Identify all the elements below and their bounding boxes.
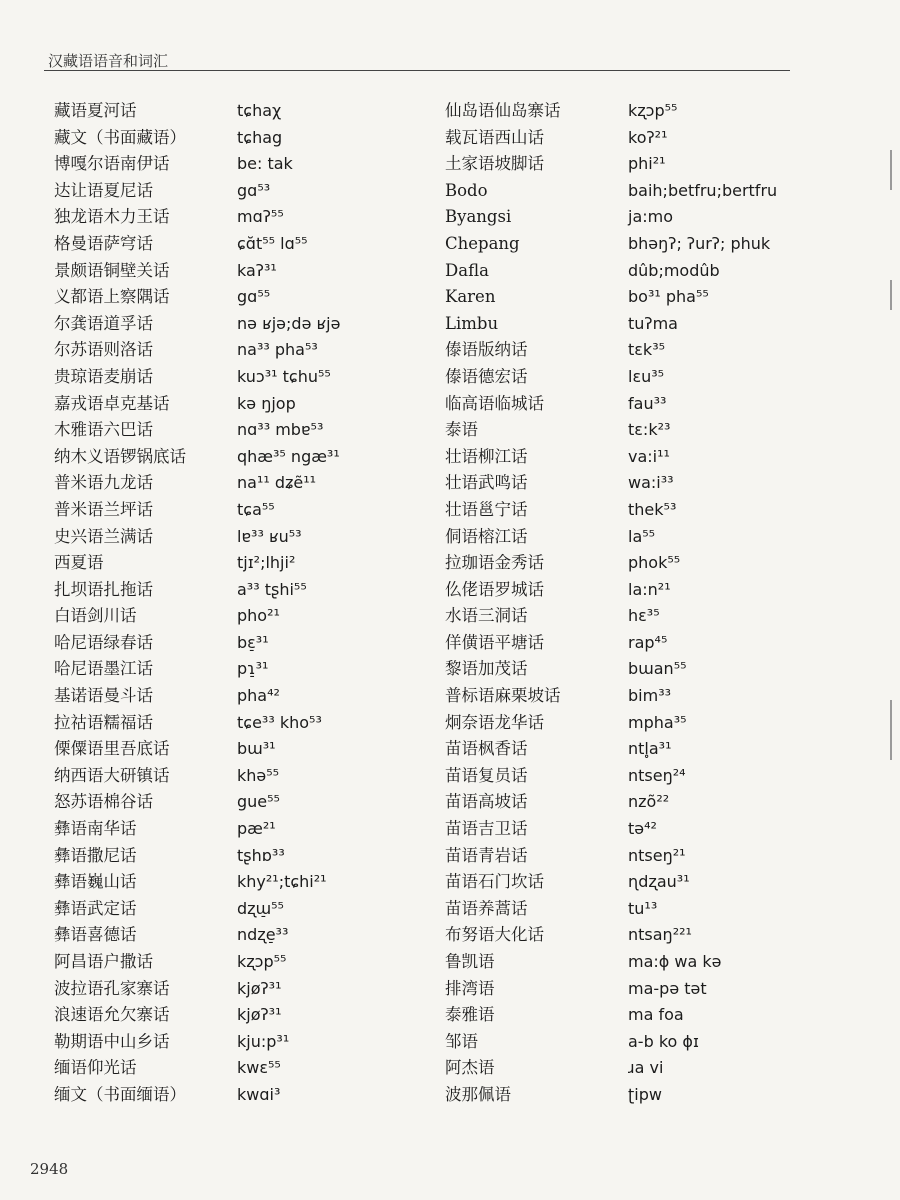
language-name: 彝语喜德话 bbox=[54, 925, 137, 945]
word-form: ɕɑ̆t⁵⁵ lɑ⁵⁵ bbox=[237, 233, 308, 253]
word-form: ntsaŋ²²¹ bbox=[628, 925, 692, 945]
word-form: tɛ:k²³ bbox=[628, 420, 671, 440]
language-name: 达让语夏尼话 bbox=[54, 180, 153, 200]
word-form: a-b ko ɸɪ bbox=[628, 1031, 699, 1051]
word-entry-row bbox=[445, 178, 790, 205]
word-form: kuɔ³¹ tɕhu⁵⁵ bbox=[237, 366, 331, 386]
language-name: 苗语青岩话 bbox=[445, 845, 528, 865]
language-name: 炯奈语龙华话 bbox=[445, 712, 544, 732]
word-entry-row bbox=[54, 444, 424, 471]
word-form: ɹa vi bbox=[628, 1058, 664, 1078]
word-entry-row bbox=[445, 1002, 790, 1029]
word-entry-row bbox=[54, 763, 424, 790]
word-form: pha⁴² bbox=[237, 686, 280, 706]
language-name: 水语三洞话 bbox=[445, 606, 528, 626]
word-entry-row bbox=[445, 763, 790, 790]
word-form: lɐ³³ ʁu⁵³ bbox=[237, 526, 302, 546]
word-entry-row bbox=[445, 869, 790, 896]
word-form: pɿ̠³¹ bbox=[237, 659, 269, 679]
word-form: ʈipw bbox=[628, 1084, 662, 1104]
language-name: 扎坝语扎拖话 bbox=[54, 579, 153, 599]
word-entry-row bbox=[54, 284, 424, 311]
word-form: khə⁵⁵ bbox=[237, 765, 280, 785]
language-name: 排湾语 bbox=[445, 978, 495, 998]
page-edge-mark bbox=[890, 150, 892, 190]
page-edge-mark bbox=[890, 280, 892, 310]
word-entry-row bbox=[54, 231, 424, 258]
word-entry-row bbox=[445, 603, 790, 630]
word-entry-row bbox=[445, 497, 790, 524]
word-form: va:i¹¹ bbox=[628, 446, 670, 466]
word-entry-row bbox=[445, 1029, 790, 1056]
language-name: 苗语吉卫话 bbox=[445, 819, 528, 839]
language-name: 彝语撒尼话 bbox=[54, 845, 137, 865]
word-form: be: tak bbox=[237, 154, 293, 174]
language-name: 拉珈语金秀话 bbox=[445, 553, 544, 573]
word-form: bɛ̠³¹ bbox=[237, 632, 269, 652]
word-entry-row bbox=[54, 922, 424, 949]
word-form: rap⁴⁵ bbox=[628, 632, 668, 652]
word-entry-row bbox=[54, 1002, 424, 1029]
language-name: 尔苏语则洛话 bbox=[54, 340, 153, 360]
word-form: mɑʔ⁵⁵ bbox=[237, 207, 284, 227]
language-name: 尔龚语道孚话 bbox=[54, 313, 153, 333]
word-entry-row bbox=[54, 710, 424, 737]
word-form: ɳdʐau³¹ bbox=[628, 872, 690, 892]
word-entry-row bbox=[445, 736, 790, 763]
word-entry-row bbox=[54, 949, 424, 976]
word-entry-row bbox=[445, 816, 790, 843]
word-form: gue⁵⁵ bbox=[237, 792, 280, 812]
language-name: 彝语南华话 bbox=[54, 819, 137, 839]
word-form: la:n²¹ bbox=[628, 579, 671, 599]
word-entry-row bbox=[54, 391, 424, 418]
language-name: 邹语 bbox=[445, 1031, 478, 1051]
page-edge-mark bbox=[890, 700, 892, 760]
word-form: kjøʔ³¹ bbox=[237, 1005, 282, 1025]
word-form: pho²¹ bbox=[237, 606, 280, 626]
word-form: na³³ pha⁵³ bbox=[237, 340, 318, 360]
word-form: bɯan⁵⁵ bbox=[628, 659, 687, 679]
word-form: gɑ⁵⁵ bbox=[237, 287, 271, 307]
language-name: 苗语复员话 bbox=[445, 765, 528, 785]
word-entry-row bbox=[445, 896, 790, 923]
language-name: 纳木义语锣锅底话 bbox=[54, 446, 186, 466]
word-entry-row bbox=[445, 710, 790, 737]
word-entry-row bbox=[445, 843, 790, 870]
language-name: 藏文（书面藏语） bbox=[54, 127, 186, 147]
word-form: dʐɯ̠⁵⁵ bbox=[237, 898, 284, 918]
language-name: 普米语兰坪话 bbox=[54, 499, 153, 519]
word-entry-row bbox=[445, 231, 790, 258]
word-entry-row bbox=[54, 736, 424, 763]
language-name: 波拉语孔家寨话 bbox=[54, 978, 170, 998]
language-name: 格曼语萨穹话 bbox=[54, 233, 153, 253]
language-name: 纳西语大研镇话 bbox=[54, 765, 170, 785]
word-entry-row bbox=[445, 151, 790, 178]
word-entry-row bbox=[54, 896, 424, 923]
language-name: 苗语石门坎话 bbox=[445, 872, 544, 892]
language-name: 壮语武鸣话 bbox=[445, 473, 528, 493]
word-form: ntseŋ²¹ bbox=[628, 845, 686, 865]
word-form: thek⁵³ bbox=[628, 499, 677, 519]
language-name: 怒苏语棉谷话 bbox=[54, 792, 153, 812]
language-name: 西夏语 bbox=[54, 553, 104, 573]
language-name: 傣语版纳话 bbox=[445, 340, 528, 360]
word-form: bim³³ bbox=[628, 686, 672, 706]
word-form: kʐɔp⁵⁵ bbox=[237, 952, 287, 971]
word-form: koʔ²¹ bbox=[628, 127, 668, 147]
language-name: 泰语 bbox=[445, 420, 478, 440]
word-form: bɯ³¹ bbox=[237, 739, 276, 759]
word-entry-row bbox=[445, 922, 790, 949]
word-entry-row bbox=[445, 683, 790, 710]
word-entry-row bbox=[445, 630, 790, 657]
language-name: 土家语坡脚话 bbox=[445, 154, 544, 174]
language-name: 博嘎尔语南伊话 bbox=[54, 154, 170, 174]
word-entry-row bbox=[445, 364, 790, 391]
word-form: bhəŋʔ; ʔurʔ; phuk bbox=[628, 233, 771, 253]
word-form: tɕe³³ kho⁵³ bbox=[237, 712, 322, 732]
word-form: tɛk³⁵ bbox=[628, 340, 666, 360]
word-form: gɑ⁵³ bbox=[237, 180, 271, 200]
word-entry-row bbox=[54, 656, 424, 683]
word-entry-row bbox=[54, 976, 424, 1003]
language-name: 壮语邕宁话 bbox=[445, 499, 528, 519]
word-entry-row bbox=[54, 603, 424, 630]
word-entry-row bbox=[54, 98, 424, 125]
language-name: 独龙语木力王话 bbox=[54, 207, 170, 227]
language-name: 浪速语允欠寨话 bbox=[54, 1005, 170, 1025]
word-form: wa:i³³ bbox=[628, 473, 674, 493]
word-form: phi²¹ bbox=[628, 154, 666, 174]
language-name: 黎语加茂话 bbox=[445, 659, 528, 679]
word-entry-row bbox=[445, 550, 790, 577]
language-name: 白语剑川话 bbox=[54, 606, 137, 626]
word-form: na¹¹ dʑẽ¹¹ bbox=[237, 473, 317, 493]
language-name: 贵琼语麦崩话 bbox=[54, 366, 153, 386]
word-form: pæ²¹ bbox=[237, 819, 276, 839]
word-form: ntl̥a³¹ bbox=[628, 739, 672, 759]
word-form: ntseŋ²⁴ bbox=[628, 765, 686, 785]
language-name: 波那佩语 bbox=[445, 1084, 511, 1104]
language-name: 普米语九龙话 bbox=[54, 473, 153, 493]
word-form: kjøʔ³¹ bbox=[237, 978, 282, 998]
word-entry-row bbox=[54, 683, 424, 710]
language-name: 勒期语中山乡话 bbox=[54, 1031, 170, 1051]
word-entry-row bbox=[54, 470, 424, 497]
word-entry-row bbox=[445, 204, 790, 231]
language-name: 壮语柳江话 bbox=[445, 446, 528, 466]
word-form: qhæ³⁵ ngæ³¹ bbox=[237, 446, 340, 466]
word-form: a³³ tʂhi⁵⁵ bbox=[237, 579, 307, 599]
language-name: Karen bbox=[445, 287, 496, 307]
word-form: nə ʁjə;də ʁjə bbox=[237, 313, 341, 333]
word-form: tjɪ²;lhji² bbox=[237, 553, 296, 573]
language-name: 哈尼语墨江话 bbox=[54, 659, 153, 679]
language-name: 布努语大化话 bbox=[445, 925, 544, 945]
word-entry-row bbox=[54, 550, 424, 577]
language-name: 义都语上察隅话 bbox=[54, 287, 170, 307]
word-form: baih;betfru;bertfru bbox=[628, 180, 778, 200]
word-entry-row bbox=[445, 656, 790, 683]
word-form: lɛu³⁵ bbox=[628, 366, 665, 386]
word-entry-row bbox=[54, 151, 424, 178]
word-entry-row bbox=[445, 98, 790, 125]
word-entry-row bbox=[54, 364, 424, 391]
word-form: kʐɔp⁵⁵ bbox=[628, 101, 678, 120]
word-entry-row bbox=[54, 125, 424, 152]
language-name: 苗语枫香话 bbox=[445, 739, 528, 759]
language-name: 阿昌语户撒话 bbox=[54, 952, 153, 971]
word-entry-row bbox=[445, 577, 790, 604]
language-name: 仙岛语仙岛寨话 bbox=[445, 101, 561, 120]
language-name: 普标语麻栗坡话 bbox=[445, 686, 561, 706]
word-form: la⁵⁵ bbox=[628, 526, 656, 546]
word-form: kə ŋjop bbox=[237, 393, 296, 413]
language-name: Byangsi bbox=[445, 207, 512, 227]
word-form: tuʔma bbox=[628, 313, 678, 333]
word-entry-row bbox=[445, 125, 790, 152]
word-entry-row bbox=[445, 284, 790, 311]
language-name: 苗语养蒿话 bbox=[445, 898, 528, 918]
language-name: 景颇语铜壁关话 bbox=[54, 260, 170, 280]
word-form: tʂhɒ³³ bbox=[237, 845, 285, 865]
word-entry-row bbox=[445, 258, 790, 285]
word-entry-row bbox=[445, 311, 790, 338]
word-entry-row bbox=[445, 470, 790, 497]
left-word-column bbox=[54, 98, 424, 1109]
word-entry-row bbox=[54, 524, 424, 551]
word-entry-row bbox=[54, 178, 424, 205]
word-form: ma:ɸ wa kə bbox=[628, 952, 722, 971]
word-entry-row bbox=[445, 417, 790, 444]
word-form: ndʐe̠³³ bbox=[237, 925, 289, 945]
word-form: kaʔ³¹ bbox=[237, 260, 277, 280]
language-name: 木雅语六巴话 bbox=[54, 420, 153, 440]
word-form: nzõ²² bbox=[628, 792, 670, 812]
header-rule bbox=[44, 70, 790, 71]
word-entry-row bbox=[445, 949, 790, 976]
word-entry-row bbox=[445, 1055, 790, 1082]
word-form: tɕhag bbox=[237, 127, 283, 147]
language-name: 阿杰语 bbox=[445, 1058, 495, 1078]
word-entry-row bbox=[54, 1055, 424, 1082]
word-form: khy²¹;tɕhi²¹ bbox=[237, 872, 327, 892]
language-name: 缅语仰光话 bbox=[54, 1058, 137, 1078]
language-name: 嘉戎语卓克基话 bbox=[54, 393, 170, 413]
language-name: 傈僳语里吾底话 bbox=[54, 739, 170, 759]
word-entry-row bbox=[54, 869, 424, 896]
word-entry-row bbox=[54, 843, 424, 870]
word-form: dûb;modûb bbox=[628, 260, 720, 280]
language-name: 彝语武定话 bbox=[54, 898, 137, 918]
word-form: kwɑi³ bbox=[237, 1084, 281, 1104]
word-entry-row bbox=[54, 816, 424, 843]
language-name: 苗语高坡话 bbox=[445, 792, 528, 812]
language-name: 仫佬语罗城话 bbox=[445, 579, 544, 599]
word-entry-row bbox=[54, 630, 424, 657]
language-name: 鲁凯语 bbox=[445, 952, 495, 971]
word-form: tɕa⁵⁵ bbox=[237, 499, 275, 519]
word-entry-row bbox=[445, 976, 790, 1003]
language-name: 拉祜语糯福话 bbox=[54, 712, 153, 732]
word-form: kwɛ⁵⁵ bbox=[237, 1058, 281, 1078]
word-entry-row bbox=[445, 1082, 790, 1109]
word-entry-row bbox=[445, 524, 790, 551]
language-name: Dafla bbox=[445, 260, 489, 280]
word-entry-row bbox=[54, 789, 424, 816]
language-name: 基诺语曼斗话 bbox=[54, 686, 153, 706]
language-name: 彝语巍山话 bbox=[54, 872, 137, 892]
language-name: Limbu bbox=[445, 313, 499, 333]
word-entry-row bbox=[54, 1029, 424, 1056]
language-name: Chepang bbox=[445, 233, 520, 253]
word-form: bo³¹ pha⁵⁵ bbox=[628, 287, 709, 307]
word-entry-row bbox=[445, 391, 790, 418]
word-entry-row bbox=[445, 337, 790, 364]
language-name: Bodo bbox=[445, 180, 488, 200]
word-form: ma foa bbox=[628, 1005, 684, 1025]
language-name: 傣语德宏话 bbox=[445, 366, 528, 386]
running-title: 汉藏语语音和词汇 bbox=[48, 52, 169, 70]
language-name: 泰雅语 bbox=[445, 1005, 495, 1025]
word-form: mpha³⁵ bbox=[628, 712, 687, 732]
word-entry-row bbox=[54, 258, 424, 285]
word-form: ja:mo bbox=[628, 207, 674, 227]
word-entry-row bbox=[445, 789, 790, 816]
word-entry-row bbox=[54, 311, 424, 338]
language-name: 临高语临城话 bbox=[445, 393, 544, 413]
word-form: kju:p³¹ bbox=[237, 1031, 290, 1051]
word-entry-row bbox=[54, 204, 424, 231]
word-form: ma-pə tət bbox=[628, 978, 707, 998]
language-name: 载瓦语西山话 bbox=[445, 127, 544, 147]
word-entry-row bbox=[54, 1082, 424, 1109]
right-word-column bbox=[445, 98, 790, 1109]
word-entry-row bbox=[54, 337, 424, 364]
word-form: tɕhaχ bbox=[237, 101, 282, 120]
word-entry-row bbox=[54, 417, 424, 444]
language-name: 哈尼语绿春话 bbox=[54, 632, 153, 652]
language-name: 史兴语兰满话 bbox=[54, 526, 153, 546]
language-name: 藏语夏河话 bbox=[54, 101, 137, 120]
page-number: 2948 bbox=[30, 1160, 69, 1178]
word-form: phok⁵⁵ bbox=[628, 553, 681, 573]
word-form: nɑ³³ mbɐ⁵³ bbox=[237, 420, 324, 440]
word-form: tə⁴² bbox=[628, 819, 657, 839]
word-entry-row bbox=[54, 577, 424, 604]
word-form: tu¹³ bbox=[628, 898, 658, 918]
word-entry-row bbox=[445, 444, 790, 471]
word-entry-row bbox=[54, 497, 424, 524]
language-name: 缅文（书面缅语） bbox=[54, 1084, 186, 1104]
language-name: 侗语榕江话 bbox=[445, 526, 528, 546]
language-name: 佯僙语平塘话 bbox=[445, 632, 544, 652]
word-form: fau³³ bbox=[628, 393, 667, 413]
word-form: hɛ³⁵ bbox=[628, 606, 660, 626]
